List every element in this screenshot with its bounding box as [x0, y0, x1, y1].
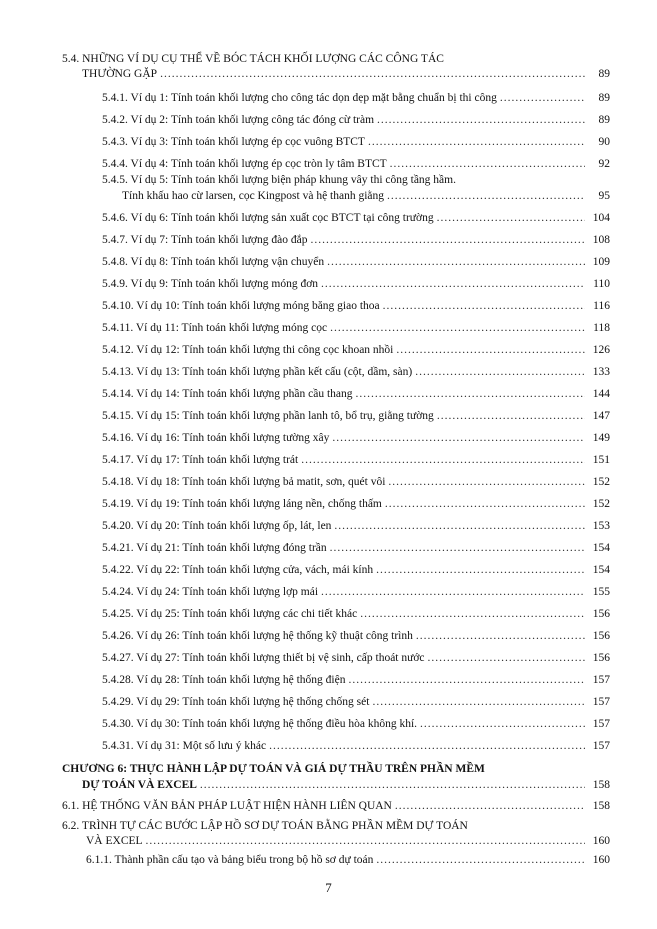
section-6-2-line1: 6.2. TRÌNH TỰ CÁC BƯỚC LẬP HỒ SƠ DỰ TOÁN BẰNG PHẦN MỀM DỰ TOÁN [62, 820, 468, 832]
dot-leader [360, 607, 585, 621]
section-6-1 [62, 799, 610, 813]
toc-page-number: 151 [592, 454, 610, 466]
dot-leader [269, 739, 585, 753]
dot-leader [327, 255, 585, 269]
dot-leader [396, 343, 585, 357]
section-5-4-title-line2 [82, 67, 610, 81]
toc-label: 5.4.10. Ví dụ 10: Tính toán khối lượng móng băng giao thoa [102, 300, 380, 312]
dot-leader [376, 563, 585, 577]
toc-page-number: 126 [592, 344, 610, 356]
dot-leader [420, 717, 585, 731]
toc-entry [102, 585, 610, 599]
toc-label: 5.4.6. Ví dụ 6: Tính toán khối lượng sản xuất cọc BTCT tại công trường [102, 212, 434, 224]
toc-entry-5-4-5-line1: 5.4.5. Ví dụ 5: Tính toán khối lượng biện pháp khung vây thi công tầng hầm. [102, 174, 456, 186]
toc-page-number: 118 [593, 322, 610, 334]
toc-label: 5.4.17. Ví dụ 17: Tính toán khối lượng trát [102, 454, 299, 466]
toc-entry [102, 431, 610, 445]
toc-page-number: 153 [592, 520, 610, 532]
dot-leader [301, 453, 585, 467]
toc-entry [102, 519, 610, 533]
toc-label: 5.4.21. Ví dụ 21: Tính toán khối lượng đóng trần [102, 542, 327, 554]
toc-page-number: 152 [592, 476, 610, 488]
dot-leader [437, 409, 585, 423]
toc-label: 6.1.1. Thành phần cấu tạo và bảng biểu trong bộ hồ sơ dự toán [86, 854, 374, 866]
toc-label: 5.4.16. Ví dụ 16: Tính toán khối lượng tường xây [102, 432, 330, 444]
toc-page-number: 108 [592, 234, 610, 246]
toc-entry [102, 607, 610, 621]
toc-label: 5.4.3. Ví dụ 3: Tính toán khối lượng ép cọc vuông BTCT [102, 136, 365, 148]
toc-page-number: 104 [592, 212, 610, 224]
toc-label: 5.4.24. Ví dụ 24: Tính toán khối lượng lợp mái [102, 586, 319, 598]
dot-leader [330, 541, 585, 555]
dot-leader [200, 778, 585, 792]
dot-leader [437, 211, 585, 225]
toc-label: 5.4.26. Ví dụ 26: Tính toán khối lượng hệ thống kỹ thuật công trình [102, 630, 413, 642]
toc-page-number: 152 [592, 498, 610, 510]
toc-entry [102, 453, 610, 467]
page-number: 7 [325, 880, 332, 895]
toc-label: 5.4.27. Ví dụ 27: Tính toán khối lượng thiết bị vệ sinh, cấp thoát nước [102, 652, 425, 664]
toc-label: 5.4.13. Ví dụ 13: Tính toán khối lượng phần kết cấu (cột, dầm, sàn) [102, 366, 413, 378]
toc-entry [102, 563, 610, 577]
toc-label: 5.4.8. Ví dụ 8: Tính toán khối lượng vận chuyển [102, 256, 325, 268]
toc-entry-5-4-5-line2 [122, 189, 610, 203]
toc-entry [102, 387, 610, 401]
toc-label: 5.4.12. Ví dụ 12: Tính toán khối lượng thi công cọc khoan nhồi [102, 344, 394, 356]
dot-leader [160, 67, 585, 81]
toc-entry [102, 299, 610, 313]
section-5-4-title-line1: 5.4. NHỮNG VÍ DỤ CỤ THỂ VỀ BÓC TÁCH KHỐI LƯỢNG CÁC CÔNG TÁC [62, 53, 444, 65]
toc-entry [102, 157, 610, 171]
toc-entry [102, 497, 610, 511]
toc-label: 5.4.2. Ví dụ 2: Tính toán khối lượng công tác đóng cừ tràm [102, 114, 375, 126]
toc-page-number: 155 [592, 586, 610, 598]
toc-entry [102, 673, 610, 687]
toc-page-number: 133 [592, 366, 610, 378]
toc-label: 5.4.1. Ví dụ 1: Tính toán khối lượng cho công tác dọn dẹp mặt bằng chuẩn bị thi công [102, 92, 497, 104]
dot-leader [387, 189, 585, 203]
toc-page-number: 116 [593, 300, 610, 312]
toc-page-number: 109 [592, 256, 610, 268]
toc-entry [102, 739, 610, 753]
dot-leader [332, 431, 585, 445]
dot-leader [334, 519, 585, 533]
dot-leader [395, 799, 585, 813]
toc-label: 5.4.14. Ví dụ 14: Tính toán khối lượng phần cầu thang [102, 388, 353, 400]
toc-page-number: 157 [592, 674, 610, 686]
toc-entry [102, 255, 610, 269]
toc-entry [102, 91, 610, 105]
dot-leader [415, 365, 585, 379]
toc-label: 5.4.29. Ví dụ 29: Tính toán khối lượng hệ thống chống sét [102, 696, 370, 708]
toc-page-number: 158 [592, 779, 610, 791]
toc-page-number: 90 [598, 136, 610, 148]
toc-entry [102, 321, 610, 335]
toc-label: 5.4.9. Ví dụ 9: Tính toán khối lượng móng đơn [102, 278, 319, 290]
toc-label: THƯỜNG GẶP [82, 68, 158, 80]
toc-page-number: 156 [592, 630, 610, 642]
toc-page-number: 157 [592, 740, 610, 752]
toc-entry [102, 409, 610, 423]
toc-page-number: 160 [592, 854, 610, 866]
toc-page-number: 158 [592, 800, 610, 812]
toc-label: 5.4.20. Ví dụ 20: Tính toán khối lượng ốp, lát, len [102, 520, 332, 532]
toc-entry [102, 365, 610, 379]
toc-page-number: 89 [598, 68, 610, 80]
dot-leader [146, 834, 585, 848]
dot-leader [385, 497, 585, 511]
toc-entry [102, 475, 610, 489]
toc-entry [102, 343, 610, 357]
toc-label: 6.1. HỆ THỐNG VĂN BẢN PHÁP LUẬT HIỆN HÀNH LIÊN QUAN [62, 800, 392, 812]
section-6-2-line2 [86, 834, 610, 848]
dot-leader [428, 651, 585, 665]
toc-page-number: 154 [592, 542, 610, 554]
dot-leader [377, 113, 585, 127]
toc-entry [102, 695, 610, 709]
dot-leader [388, 475, 585, 489]
toc-label: 5.4.11. Ví dụ 11: Tính toán khối lượng móng cọc [102, 322, 328, 334]
toc-entry [102, 541, 610, 555]
toc-entry [102, 233, 610, 247]
dot-leader [321, 277, 585, 291]
dot-leader [330, 321, 585, 335]
toc-page-number: 149 [592, 432, 610, 444]
toc-label: 5.4.22. Ví dụ 22: Tính toán khối lượng cửa, vách, mái kính [102, 564, 374, 576]
toc-label: 5.4.30. Ví dụ 30: Tính toán khối lượng hệ thống điều hòa không khí. [102, 718, 418, 730]
toc-page-number: 154 [592, 564, 610, 576]
toc-entry [102, 651, 610, 665]
dot-leader [383, 299, 585, 313]
toc-page-number: 160 [592, 835, 610, 847]
toc-entry [102, 717, 610, 731]
toc-entry [102, 277, 610, 291]
toc-page-number: 157 [592, 718, 610, 730]
dot-leader [416, 629, 585, 643]
dot-leader [390, 157, 585, 171]
dot-leader [321, 585, 585, 599]
toc-entry [102, 135, 610, 149]
toc-page-number: 156 [592, 652, 610, 664]
toc-page-number: 92 [598, 158, 610, 170]
dot-leader [348, 673, 585, 687]
toc-page-number: 147 [592, 410, 610, 422]
toc-page-number: 110 [593, 278, 610, 290]
toc-label: Tính khấu hao cừ larsen, cọc Kingpost và hệ thanh giằng [122, 190, 385, 202]
toc-page-number: 157 [592, 696, 610, 708]
toc-label: 5.4.31. Ví dụ 31: Một số lưu ý khác [102, 740, 267, 752]
toc-page-number: 89 [598, 114, 610, 126]
toc-label: 5.4.28. Ví dụ 28: Tính toán khối lượng hệ thống điện [102, 674, 346, 686]
toc-label: DỰ TOÁN VÀ EXCEL [82, 779, 197, 791]
chapter-6-title-line2 [82, 778, 610, 792]
chapter-6-title-line1: CHƯƠNG 6: THỰC HÀNH LẬP DỰ TOÁN VÀ GIÁ DỰ THẦU TRÊN PHẦN MỀM [62, 763, 485, 775]
toc-label: 5.4.4. Ví dụ 4: Tính toán khối lượng ép cọc tròn ly tâm BTCT [102, 158, 387, 170]
toc-page-number: 89 [598, 92, 610, 104]
dot-leader [500, 91, 585, 105]
toc-label: VÀ EXCEL [86, 835, 143, 847]
toc-entry [102, 113, 610, 127]
toc-label: 5.4.15. Ví dụ 15: Tính toán khối lượng phần lanh tô, bổ trụ, giằng tường [102, 410, 434, 422]
toc-entry-6-1-1 [86, 853, 610, 867]
toc-page-number: 156 [592, 608, 610, 620]
toc-label: 5.4.19. Ví dụ 19: Tính toán khối lượng láng nền, chống thấm [102, 498, 382, 510]
toc-label: 5.4.18. Ví dụ 18: Tính toán khối lượng bả matit, sơn, quét vôi [102, 476, 386, 488]
dot-leader [368, 135, 585, 149]
dot-leader [310, 233, 585, 247]
toc-page-number: 95 [598, 190, 610, 202]
dot-leader [372, 695, 585, 709]
toc-entry [102, 629, 610, 643]
dot-leader [356, 387, 586, 401]
toc-page-number: 144 [592, 388, 610, 400]
dot-leader [376, 853, 585, 867]
toc-label: 5.4.25. Ví dụ 25: Tính toán khối lượng các chi tiết khác [102, 608, 358, 620]
toc-entry [102, 211, 610, 225]
toc-label: 5.4.7. Ví dụ 7: Tính toán khối lượng đào đắp [102, 234, 308, 246]
